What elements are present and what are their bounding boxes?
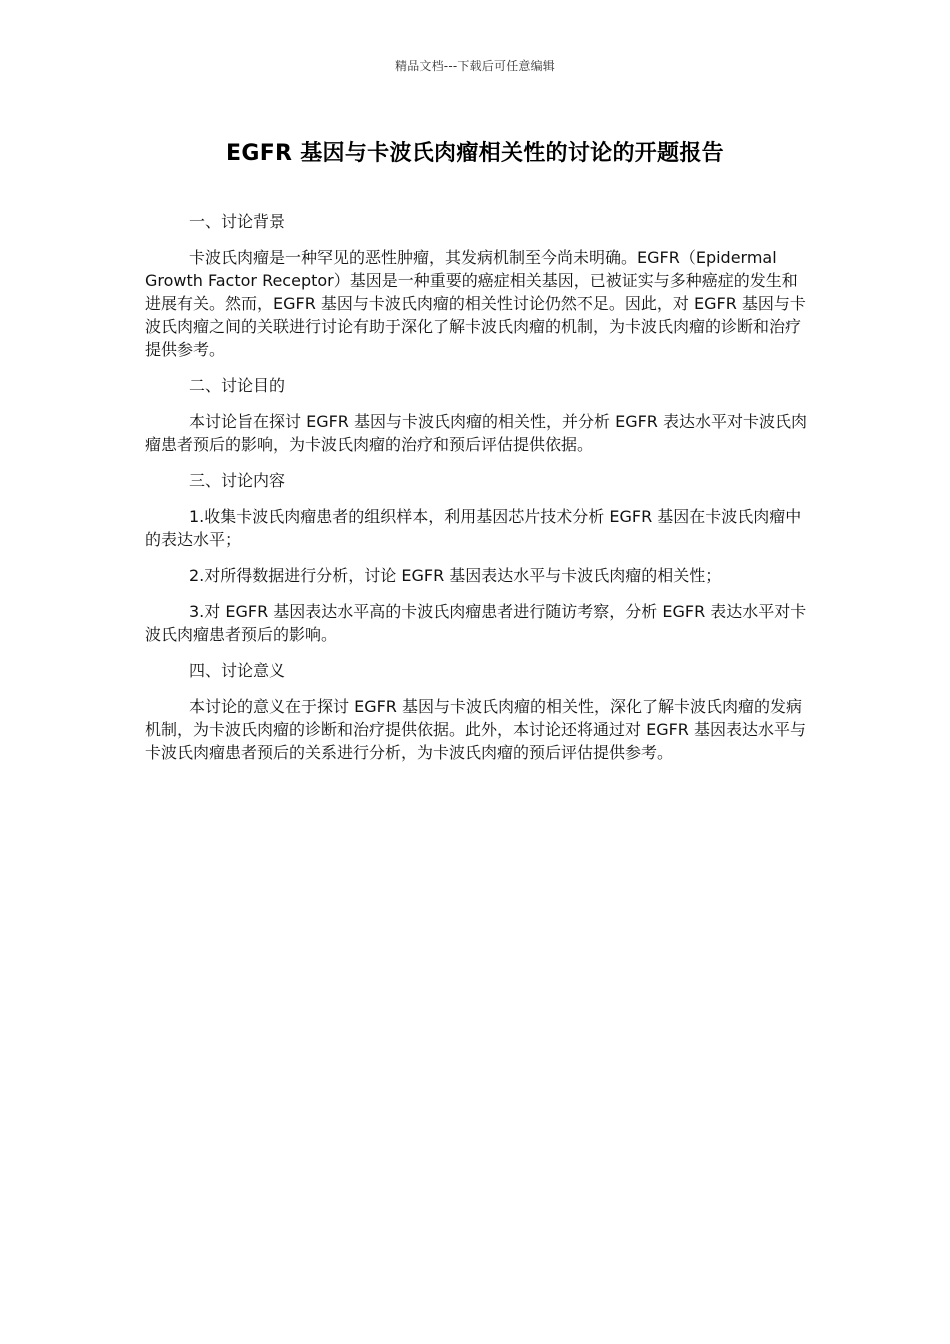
document-body <box>145 210 807 777</box>
section-paragraph-content-item-3: 3.对 EGFR 基因表达水平高的卡波氏肉瘤患者进行随访考察，分析 EGFR 表达水平对卡波氏肉瘤患者预后的影响。 <box>145 602 807 644</box>
section-heading-significance: 四、讨论意义 <box>189 661 286 680</box>
section-heading-content: 三、讨论内容 <box>189 471 286 490</box>
section-heading-background: 一、讨论背景 <box>189 212 286 231</box>
section-heading-purpose: 二、讨论目的 <box>189 376 286 395</box>
section-paragraph-content-item-1: 1.收集卡波氏肉瘤患者的组织样本，利用基因芯片技术分析 EGFR 基因在卡波氏肉瘤中的表达水平； <box>145 507 802 549</box>
document-title: EGFR 基因与卡波氏肉瘤相关性的讨论的开题报告 <box>226 141 724 166</box>
section-paragraph-background: 卡波氏肉瘤是一种罕见的恶性肿瘤，其发病机制至今尚未明确。EGFR（Epidermal Growth Factor Receptor）基因是一种重要的癌症相关基因，已被证实与多种癌症的发生和进展有关。然而，EGFR 基因与卡波氏肉瘤的相关性讨论仍然不足。因此，对 EGFR 基因与卡波氏肉瘤之间的关联进行讨论有助于深化了解卡波氏肉瘤的机制，为卡波氏肉瘤的诊断和治疗提供参考。 <box>145 248 806 359</box>
section-paragraph-significance: 本讨论的意义在于探讨 EGFR 基因与卡波氏肉瘤的相关性，深化了解卡波氏肉瘤的发病机制，为卡波氏肉瘤的诊断和治疗提供依据。此外，本讨论还将通过对 EGFR 基因表达水平与卡波氏肉瘤患者预后的关系进行分析，为卡波氏肉瘤的预后评估提供参考。 <box>145 697 807 762</box>
section-paragraph-purpose: 本讨论旨在探讨 EGFR 基因与卡波氏肉瘤的相关性，并分析 EGFR 表达水平对卡波氏肉瘤患者预后的影响，为卡波氏肉瘤的治疗和预后评估提供依据。 <box>145 412 808 454</box>
header-watermark: 精品文档---下载后可任意编辑 <box>395 59 555 73</box>
section-paragraph-content-item-2: 2.对所得数据进行分析，讨论 EGFR 基因表达水平与卡波氏肉瘤的相关性； <box>189 566 722 585</box>
